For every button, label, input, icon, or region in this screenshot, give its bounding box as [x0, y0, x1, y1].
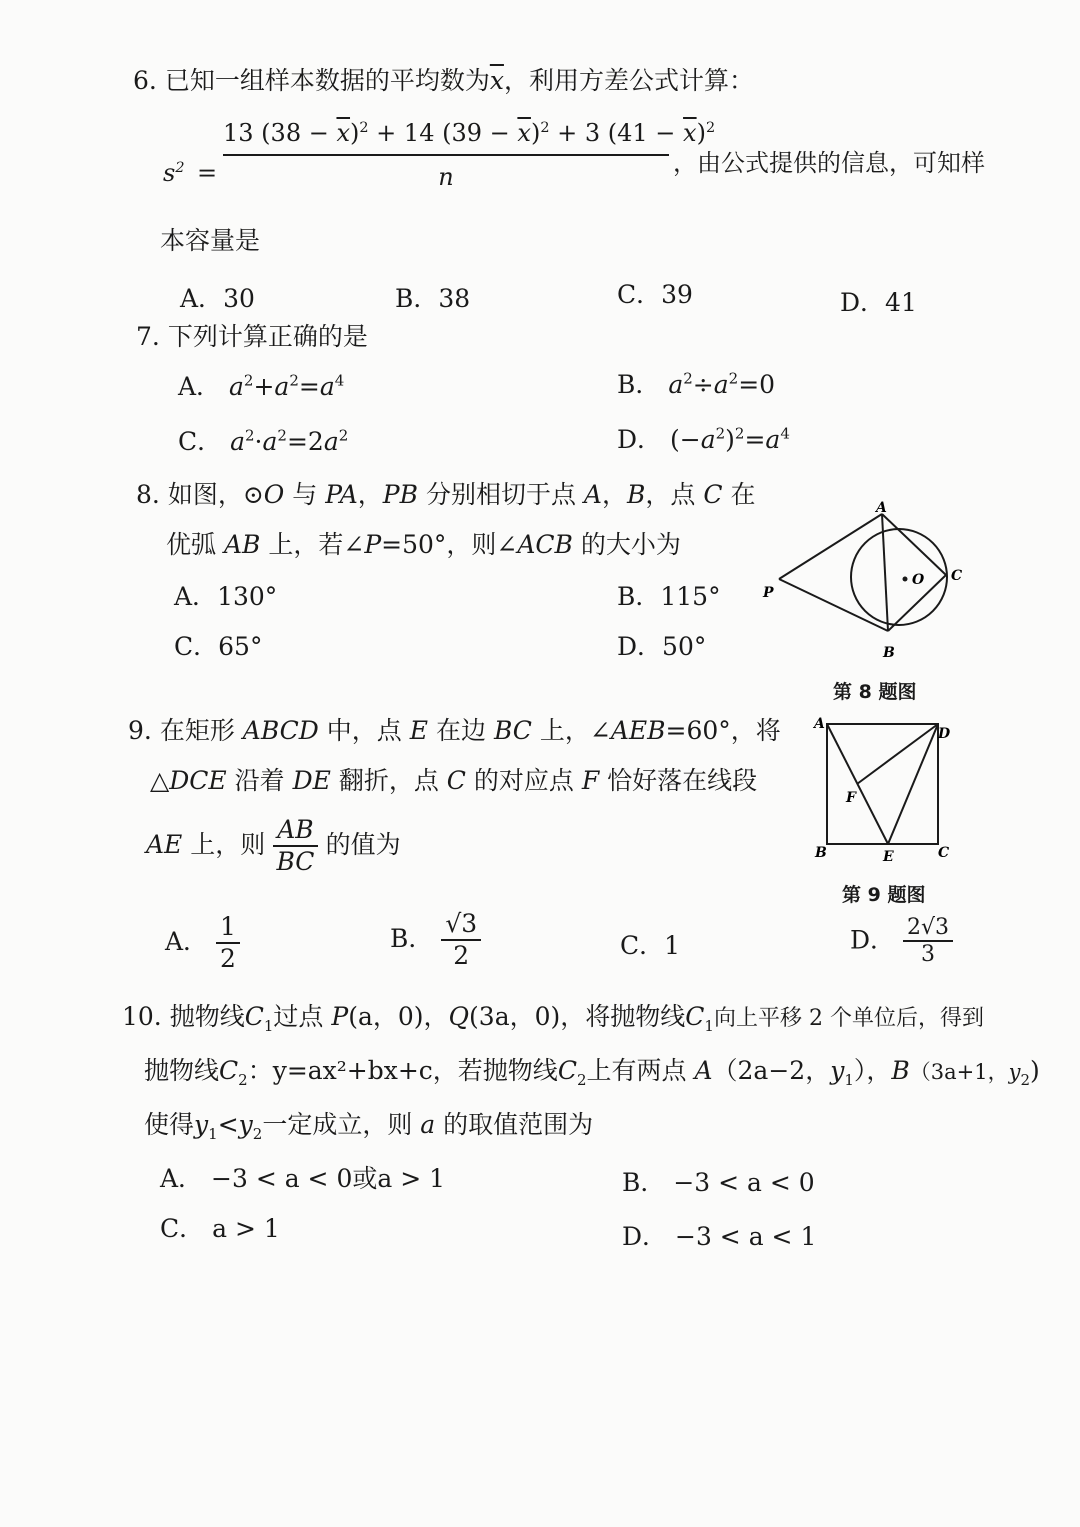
q6-tail: ，由公式提供的信息，可知样: [673, 149, 985, 177]
q7-option-b[interactable]: B． $a^2\div a^2=0$: [617, 369, 776, 399]
q9-label-a: A: [814, 716, 825, 732]
q6-s-squared: $s^2$: [163, 159, 185, 187]
q9-ratio-fraction: $\frac{AB}{BC}$: [273, 816, 317, 877]
q6-stem-line2: 本容量是: [160, 226, 261, 255]
q10-number: 10.: [122, 1002, 162, 1031]
q8-tangent-pb: [779, 579, 888, 631]
q9-figure: [810, 712, 960, 872]
q7-number: 7.: [136, 322, 160, 351]
q7-option-a[interactable]: A． $a^2+a^2=a^4$: [178, 371, 345, 401]
q10-stem-line2: 抛物线$C_2$：y=ax²+bx+c，若抛物线$C_2$上有两点 A（2a−2，$y_1$），B（3a+1，$y_2$): [144, 1056, 1040, 1089]
q6-number: 6.: [133, 66, 157, 95]
q9-figure-caption: 第 9 题图: [842, 884, 926, 906]
q6-val-3: 41: [617, 119, 648, 147]
q7-text: 下列计算正确的是: [167, 322, 368, 351]
q8-stem-line2: 优弧 AB 上，若∠P=50°，则∠ACB 的大小为: [166, 530, 681, 559]
q8-center-dot: [903, 577, 908, 582]
q8-option-c[interactable]: C．65°: [174, 632, 263, 661]
q8-number: 8.: [136, 480, 160, 509]
q8-tangent-pa: [779, 514, 882, 579]
q10-option-c[interactable]: C． a > 1: [160, 1214, 280, 1243]
q6-xbar: $\overline{x}$: [489, 66, 504, 95]
q9-label-b: B: [815, 845, 827, 861]
q7-option-d[interactable]: D． $(-a^2)^2=a^4$: [617, 424, 790, 454]
q9-stem-line1: 9. 在矩形 ABCD 中，点 E 在边 BC 上，∠AEB=60°，将: [128, 716, 781, 745]
q6-val-1: 38: [270, 119, 302, 147]
q9-label-e: E: [883, 849, 894, 865]
q8-figure: [755, 495, 975, 670]
q7-stem: [136, 322, 368, 352]
q6-coef-2: 14: [403, 119, 435, 147]
q10-option-b[interactable]: B． −3 < a < 0: [622, 1168, 815, 1197]
q6-equals: =: [197, 159, 218, 187]
q8-label-a: A: [876, 500, 887, 516]
q9-rectangle: [827, 724, 938, 844]
q10-option-a[interactable]: A． −3 < a < 0或a > 1: [160, 1164, 446, 1193]
q8-stem-line1: 8. 如图，⊙O 与 PA，PB 分别相切于点 A，B，点 C 在: [136, 480, 756, 509]
q8-option-a[interactable]: A．130°: [174, 582, 278, 611]
q9-option-c[interactable]: C．1: [620, 931, 681, 960]
q9-stem-line2: △DCE 沿着 DE 翻折，点 C 的对应点 F 恰好落在线段: [150, 766, 758, 795]
q8-circle: [851, 529, 947, 625]
q9-option-d[interactable]: D． $\frac{2√3}{3}$: [850, 915, 953, 969]
q9-label-d: D: [938, 726, 951, 742]
q9-option-b[interactable]: B． $\frac{√3}{2}$: [390, 910, 481, 971]
q8-option-b[interactable]: B．115°: [617, 582, 721, 611]
q6-option-b[interactable]: B．38: [395, 284, 471, 313]
q8-chord-ac: [882, 514, 946, 575]
q6-option-d[interactable]: D．41: [840, 288, 917, 317]
q8-figure-caption: 第 8 题图: [833, 681, 917, 703]
q8-option-d[interactable]: D．50°: [617, 632, 707, 661]
q9-stem-line3: AE 上，则 $\frac{AB}{BC}$ 的值为: [146, 815, 401, 876]
q10-stem-line3: 使得$y_1<y_2$一定成立，则 a 的取值范围为: [144, 1110, 594, 1143]
q6-val-2: 39: [451, 119, 483, 147]
q10-option-d[interactable]: D． −3 < a < 1: [622, 1222, 817, 1251]
q10-stem-line1: 10. 抛物线$C_1$过点 P(a，0)，Q(3a，0)，将抛物线$C_1$向上平移 2 个单位后，得到: [122, 1002, 984, 1035]
q6-numerator: 13 $(38 - \overline{x})^2 + 14$ $(39 - \overline{x})^2 + 3$ $(41 - \overline{x})^2$: [223, 118, 669, 156]
q9-option-a[interactable]: A． $\frac{1}{2}$: [165, 913, 240, 974]
q6-stem-line1: [133, 66, 754, 96]
q6-text-after: ，利用方差公式计算：: [503, 66, 754, 95]
q9-number: 9.: [128, 716, 152, 745]
q8-label-c: C: [951, 568, 963, 584]
q8-label-p: P: [763, 585, 774, 601]
q6-fraction: [223, 118, 716, 192]
q6-coef-1: 13: [223, 119, 254, 147]
q9-label-f: F: [846, 790, 856, 806]
q6-denominator: n: [438, 163, 454, 191]
q8-label-o: O: [912, 572, 925, 588]
q6-coef-3: 3: [584, 119, 601, 147]
q9-label-c: C: [938, 845, 950, 861]
q6-option-a[interactable]: A．30: [180, 284, 255, 313]
q6-option-c[interactable]: C．39: [617, 280, 693, 309]
q7-option-c[interactable]: C． $a^2\cdot a^2=2a^2$: [178, 426, 349, 456]
q8-label-b: B: [883, 645, 895, 661]
q6-text: 已知一组样本数据的平均数为: [164, 66, 490, 95]
